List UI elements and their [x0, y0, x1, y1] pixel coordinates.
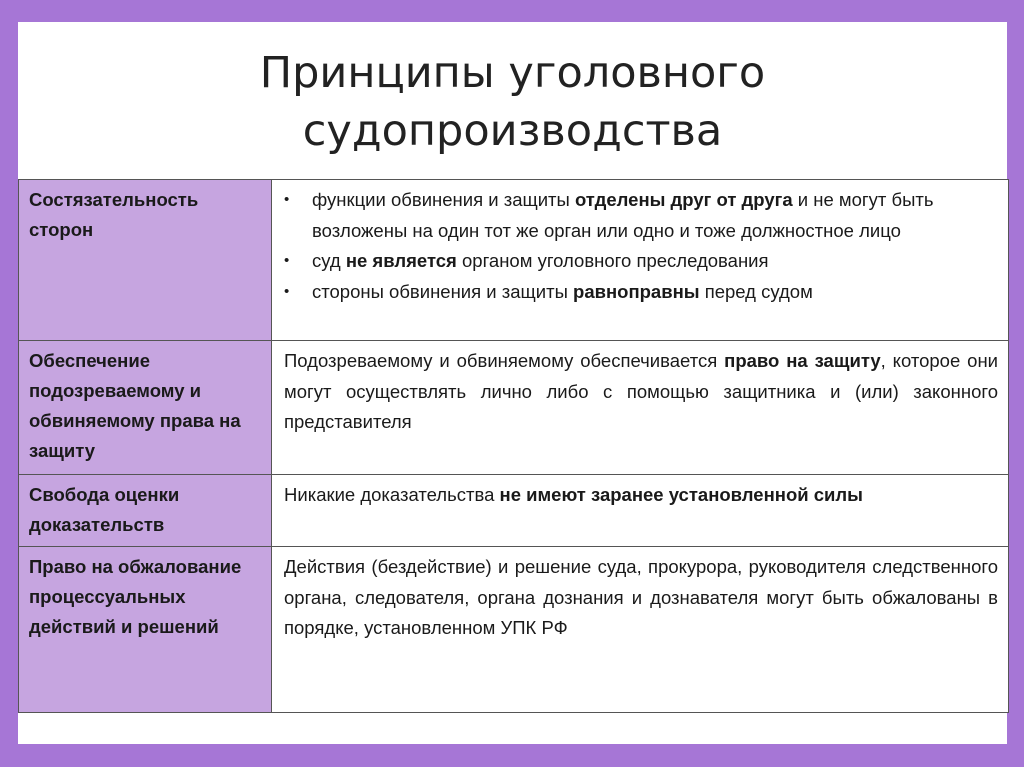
- description-text: , которое они могут осуществлять лично либо с помощью защитника и (или) законного представителя: [284, 350, 998, 432]
- principle-label: Свобода оценки доказательств: [29, 484, 180, 535]
- bullet-text: стороны обвинения и защиты: [312, 280, 574, 302]
- bullet-emphasis: равноправны: [573, 280, 700, 302]
- description-emphasis: не имеют заранее установленной силы: [499, 484, 863, 505]
- table-row: [19, 341, 1009, 475]
- table-row: [19, 547, 1009, 713]
- slide-title-line-1: Принципы уголовного: [259, 48, 766, 98]
- slide-title-line-2: судопроизводства: [302, 106, 723, 156]
- principles-table: [18, 179, 1009, 713]
- bullet-text: и не могут быть возложены на один тот же орган или одно и тоже должностное лицо: [312, 189, 934, 241]
- description-emphasis: право на защиту: [724, 350, 881, 371]
- principle-label-cell: [19, 341, 272, 475]
- principle-label-cell: [19, 547, 272, 713]
- principle-description-cell: [272, 547, 1009, 713]
- principle-label-cell: [19, 180, 272, 341]
- list-item: [284, 246, 998, 277]
- table-row: [19, 475, 1009, 547]
- list-item: [284, 277, 998, 308]
- list-item: [284, 185, 998, 246]
- bullet-text: функции обвинения и защиты: [312, 189, 575, 210]
- bullet-text: суд: [312, 250, 346, 271]
- description-text: Никакие доказательства: [284, 484, 500, 505]
- principle-label: Право на обжалование процессуальных действий и решений: [29, 556, 242, 637]
- bullet-icon: •: [284, 282, 290, 300]
- principle-label: Состязательность сторон: [29, 189, 199, 240]
- table-row: [19, 180, 1009, 341]
- description-text: Подозреваемому и обвиняемому обеспечивается: [284, 350, 725, 371]
- description-text: Действия (бездействие) и решение суда, прокурора, руководителя следственного органа, следователя, органа дознания и дознавателя могут быть обжалованы в порядке, установленном УПК РФ: [284, 556, 998, 638]
- bullet-emphasis: не является: [345, 250, 457, 271]
- slide-title: [18, 44, 1007, 160]
- principle-label-cell: [19, 475, 272, 547]
- bullet-text: перед судом: [699, 280, 813, 302]
- principle-description-cell: [272, 475, 1009, 547]
- principle-label: Обеспечение подозреваемому и обвиняемому права на защиту: [29, 350, 241, 461]
- slide: [18, 22, 1007, 744]
- principle-description-cell: [272, 180, 1009, 341]
- bullet-list: [284, 185, 998, 307]
- bullet-emphasis: отделены друг от друга: [574, 189, 793, 210]
- bullet-icon: •: [284, 252, 290, 269]
- bullet-icon: •: [284, 191, 290, 208]
- principle-description-cell: [272, 341, 1009, 475]
- bullet-text: органом уголовного преследования: [456, 250, 769, 271]
